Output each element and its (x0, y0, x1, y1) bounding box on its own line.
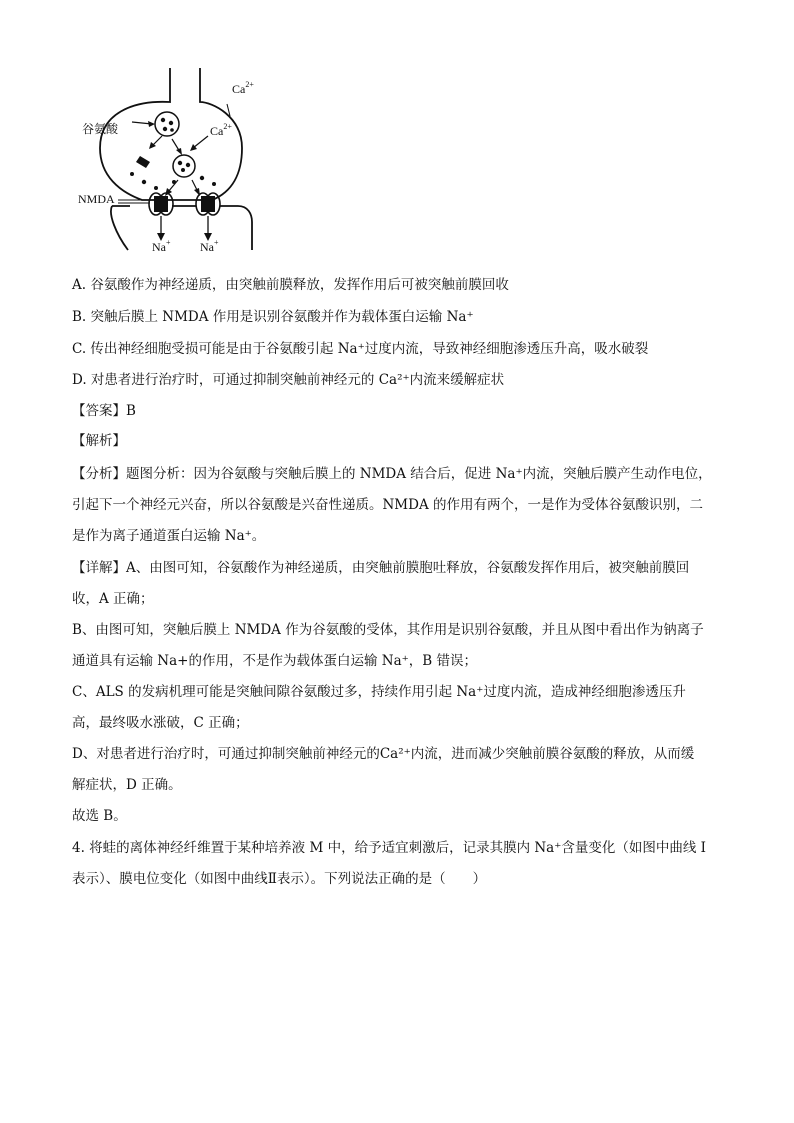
option-a: A. 谷氨酸作为神经递质，由突触前膜释放，发挥作用后可被突触前膜回收 (72, 277, 509, 293)
detail-line-6: 高，最终吸水涨破，C 正确； (72, 715, 249, 731)
option-c: C. 传出神经细胞受损可能是由于谷氨酸引起 Na⁺过度内流，导致神经细胞渗透压升高，吸水破裂 (72, 341, 649, 357)
detail-line-8: 解症状，D 正确。 (72, 777, 182, 793)
option-b: B. 突触后膜上 NMDA 作用是识别谷氨酸并作为载体蛋白运输 Na⁺ (72, 309, 474, 325)
analysis-line-2: 引起下一个神经元兴奋，所以谷氨酸是兴奋性递质。NMDA 的作用有两个，一是作为受体谷氨酸识别，二 (72, 497, 703, 513)
detail-line-2: 收，A 正确； (72, 591, 154, 607)
answer: 【答案】B (72, 403, 136, 419)
label-ca-top: $Ca^{2+}$ (232, 80, 254, 96)
nmda-receptor-right (196, 193, 220, 215)
question-4-line-1: 4. 将蛙的离体神经纤维置于某种培养液 M 中，给予适宜刺激后，记录其膜内 Na⁺含量变化（如图中曲线 I (72, 840, 706, 856)
analysis-line-3: 是作为离子通道蛋白运输 Na⁺。 (72, 528, 266, 544)
label-ca-mid: $Ca^{2+}$ (210, 122, 232, 138)
detail-line-5: C、ALS 的发病机理可能是突触间隙谷氨酸过多，持续作用引起 Na⁺过度内流，造成神经细胞渗透压升 (72, 684, 686, 700)
option-d: D. 对患者进行治疗时，可通过抑制突触前神经元的 Ca²⁺内流来缓解症状 (72, 372, 505, 388)
vesicle-lower (173, 155, 195, 177)
transporter-protein (136, 156, 150, 168)
detail-line-4: 通道具有运输 Na+的作用，不是作为载体蛋白运输 Na⁺，B 错误； (72, 653, 477, 669)
detail-line-3: B、由图可知，突触后膜上 NMDA 作为谷氨酸的受体，其作用是识别谷氨酸，并且从图中看出作为钠离子 (72, 622, 704, 638)
label-na-right: Na+ (200, 238, 219, 254)
label-na-left: Na+ (152, 238, 171, 254)
detail-line-7: D、对患者进行治疗时，可通过抑制突触前神经元的Ca²⁺内流，进而减少突触前膜谷氨酸的释放，从而缓 (72, 746, 695, 762)
detail-line-9: 故选 B。 (72, 808, 127, 824)
label-glutamate: 谷氨酸 (82, 122, 119, 136)
synapse-diagram (72, 64, 272, 264)
detail-line-1: 【详解】A、由图可知，谷氨酸作为神经递质，由突触前膜胞吐释放，谷氨酸发挥作用后，被突触前膜回 (72, 560, 690, 576)
analysis-title: 【解析】 (72, 433, 126, 449)
nmda-receptor-left (149, 193, 173, 215)
postsynaptic-membrane (111, 206, 252, 250)
label-nmda: NMDA (78, 192, 115, 206)
question-4-line-2: 表示）、膜电位变化（如图中曲线Ⅱ表示）。下列说法正确的是（ ） (72, 871, 487, 887)
vesicle-upper (155, 112, 179, 136)
analysis-line-1: 【分析】题图分析：因为谷氨酸与突触后膜上的 NMDA 结合后，促进 Na⁺内流，突触后膜产生动作电位， (72, 466, 712, 482)
